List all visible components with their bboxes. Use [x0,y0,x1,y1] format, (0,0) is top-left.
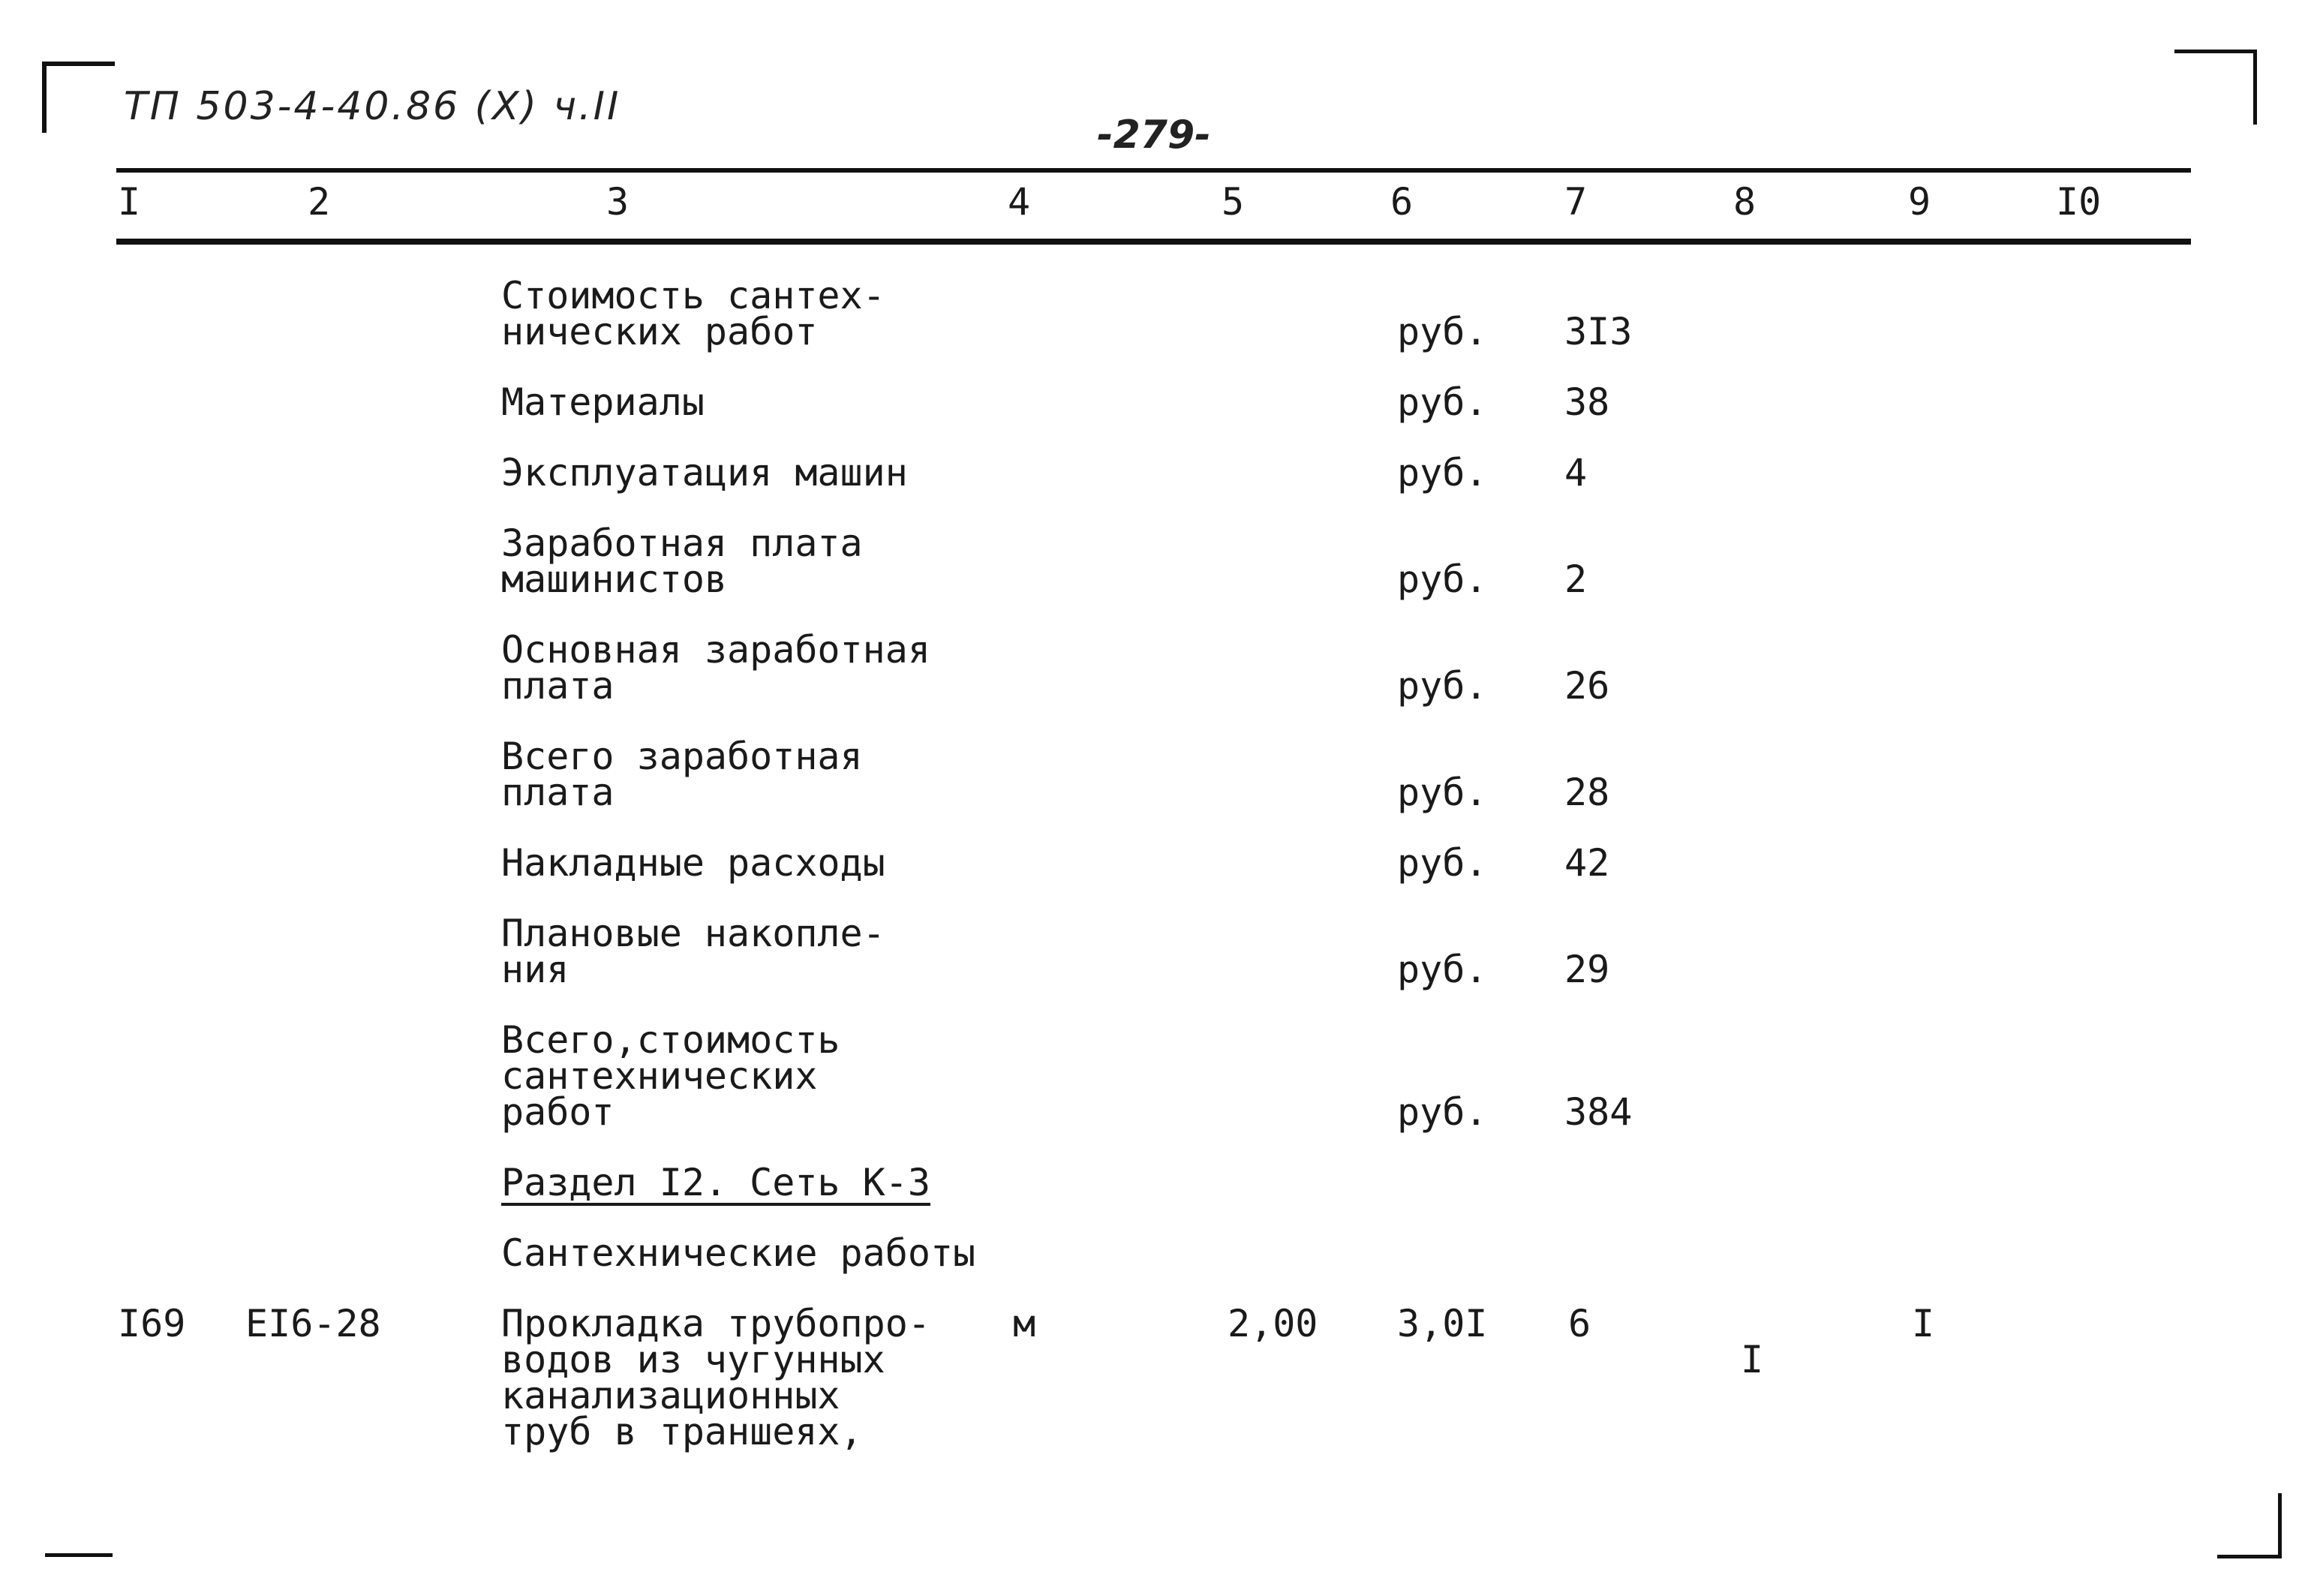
summary-row-1-description: Стоимость сантех- нических работ [501,274,885,353]
corner-mark-top-right-vertical [2253,50,2257,125]
summary-row-5-description: Основная заработная плата [501,628,930,708]
summary-row-8-description: Плановые накопле- ния [501,912,885,991]
item-col9: I [1912,1302,1935,1345]
corner-mark-top-left-vertical [42,62,47,133]
summary-row-1-unit: руб. [1397,310,1488,353]
summary-row-2-unit: руб. [1397,380,1488,424]
summary-row-3-value: 4 [1564,451,1588,494]
column-number-8: 8 [1733,180,1757,224]
summary-row-4-description: Заработная плата машинистов [501,521,863,601]
summary-row-3-unit: руб. [1397,451,1488,494]
summary-row-7-unit: руб. [1397,841,1488,885]
summary-row-2-description: Материалы [501,380,705,424]
summary-row-2-value: 38 [1564,380,1610,424]
column-number-7: 7 [1564,180,1588,224]
corner-mark-bottom-right-horizontal [2217,1555,2281,1558]
header-top-rule [116,168,2191,173]
header-bottom-rule [116,239,2191,245]
item-unit: м [1013,1302,1036,1345]
column-number-5: 5 [1222,180,1245,224]
section-title: Раздел I2. Сеть К-3 [501,1161,930,1204]
item-col6: 3,0I [1397,1302,1488,1345]
column-number-1: I [118,180,141,224]
summary-row-6-unit: руб. [1397,771,1488,814]
item-col5: 2,00 [1228,1302,1318,1345]
column-number-10: I0 [2056,180,2102,224]
summary-row-8-value: 29 [1564,948,1610,991]
column-number-2: 2 [308,180,331,224]
summary-row-7-value: 42 [1564,841,1610,885]
summary-row-9-description: Всего,стоимость сантехнических работ [501,1018,840,1134]
document-code: ТП 503-4-40.86 (Х) ч.II [124,84,621,129]
summary-row-6-description: Всего заработная плата [501,735,863,814]
column-number-4: 4 [1008,180,1031,224]
summary-row-5-unit: руб. [1397,664,1488,708]
item-col7: 6 [1568,1302,1591,1345]
summary-row-4-unit: руб. [1397,558,1488,601]
corner-mark-top-left-horizontal [44,62,115,66]
corner-mark-top-right-horizontal [2174,50,2257,53]
edge-mark-bottom-left [45,1553,113,1557]
summary-row-3-description: Эксплуатация машин [501,451,908,494]
corner-mark-bottom-right-vertical [2278,1493,2282,1558]
column-number-3: 3 [606,180,630,224]
summary-row-4-value: 2 [1564,558,1588,601]
column-number-9: 9 [1908,180,1931,224]
summary-row-1-value: 3I3 [1564,310,1633,353]
item-description: Прокладка трубопро- водов из чугунных канализационных труб в траншеях, [501,1302,930,1453]
summary-row-9-unit: руб. [1397,1090,1488,1134]
summary-row-6-value: 28 [1564,771,1610,814]
summary-row-9-value: 384 [1564,1090,1633,1134]
summary-row-7-description: Накладные расходы [501,841,885,885]
subsection-title: Сантехнические работы [501,1231,976,1275]
item-col8: I [1741,1338,1764,1381]
summary-row-5-value: 26 [1564,664,1610,708]
item-code: EI6-28 [245,1302,381,1345]
column-number-6: 6 [1390,180,1414,224]
page-number: -279- [1097,113,1211,158]
summary-row-8-unit: руб. [1397,948,1488,991]
item-number: I69 [118,1302,186,1345]
